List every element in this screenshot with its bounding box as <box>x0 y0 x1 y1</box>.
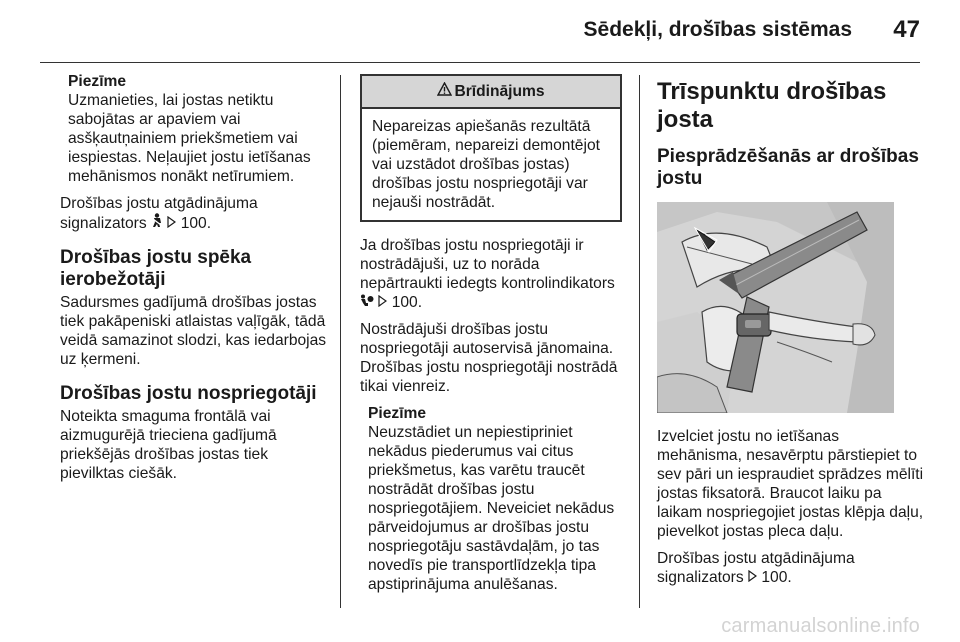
section-title: Sēdekļi, drošības sistēmas <box>583 18 852 41</box>
reminder-paragraph <box>657 549 927 587</box>
instruction-text: Izvelciet jostu no ietīšanas mehānisma, nesavērptu pārstiepiet to sev pāri un iespraudiet sprādzes mēlīti jostas fiksatorā. Braucot laiku pa laikam nospriegojiet jostas klēpja daļu, pievelkot jostas pleca daļu. <box>657 428 924 540</box>
note-text: Neuzstādiet un nepiestipriniet nekādus piederumus vai citus priekšmetus, kas varētu traucēt nostrādāt drošības jostu nospriegotājiem. Neveiciet nekādus pārveidojumus ar drošības jostu nospriegotāju sastāvdaļām, jo tas novedīs pie transportlīdzekļa tipa apstiprinājuma anulēšanas. <box>368 424 615 593</box>
indicator-paragraph <box>360 236 622 312</box>
note-text: Uzmanieties, lai jostas netiktu sabojātas ar apaviem vai asšķautņainiem priekšmetiem vai iespiestas. Neļaujiet jostu ietīšanas mehānismos nonākt netīrumiem. <box>68 92 311 185</box>
pretensioner-heading: Drošības jostu nospriegotāji <box>60 383 317 404</box>
reference-arrow-icon <box>378 294 387 311</box>
airbag-indicator-icon <box>360 294 374 311</box>
watermark: carmanualsonline.info <box>721 615 920 637</box>
note-title: Piezīme <box>68 73 127 90</box>
note-block <box>368 404 622 594</box>
page-reference-link[interactable]: 100. <box>391 294 423 311</box>
warning-box <box>360 74 622 222</box>
reminder-paragraph <box>60 194 330 233</box>
note-block <box>68 72 330 186</box>
column-3 <box>657 76 927 595</box>
warning-triangle-icon <box>437 83 452 100</box>
column-1 <box>60 72 330 491</box>
sub-heading: Piesprādzēšanās ar drošības jostu <box>657 146 919 189</box>
header-rule <box>40 62 920 63</box>
page-reference-link[interactable]: 100. <box>761 569 792 586</box>
reference-arrow-icon <box>167 215 176 232</box>
seatbelt-illustration <box>657 202 894 413</box>
warning-text: Nepareizas apiešanās rezultātā (piemēram, nepareizi demontējot vai uzstādot drošības jostas) drošības jostu nospriegotāji var nejauši nostrādāt. <box>372 118 600 211</box>
note-title: Piezīme <box>368 405 427 422</box>
limiter-heading: Drošības jostu spēka ierobežotāji <box>60 247 252 290</box>
warning-header <box>362 76 620 109</box>
replacement-text: Nostrādājuši drošības jostu nospriegotāji autoservisā jānomaina. Drošības jostu nospriegotāji nostrādā tikai vienreiz. <box>360 321 618 395</box>
page-reference-link[interactable]: 100. <box>180 215 212 232</box>
warning-title: Brīdinājums <box>454 83 545 100</box>
indicator-text: Ja drošības jostu nospriegotāji ir nostrādājuši, uz to norāda nepārtraukti iedegts kontrolindikators <box>360 237 615 292</box>
reminder-text: Drošības jostu atgādinājuma signalizators <box>657 550 855 586</box>
limiter-text: Sadursmes gadījumā drošības jostas tiek pakāpeniski atlaistas vaļīgāk, tādā veidā samazinot slodzi, kas iedarbojas uz ķermeni. <box>60 294 327 368</box>
column-2 <box>360 72 622 602</box>
seatbelt-warning-icon <box>151 215 163 232</box>
column-divider-2 <box>639 75 640 608</box>
main-heading: Trīspunktu drošības josta <box>657 78 887 133</box>
pretensioner-text: Noteikta smaguma frontālā vai aizmugurējā trieciena gadījumā priekšējās drošības jostas tiek pievilktas ciešāk. <box>60 408 277 482</box>
page-number: 47 <box>893 16 920 43</box>
reference-arrow-icon <box>748 569 757 586</box>
reminder-text: Drošības jostu atgādinājuma signalizators <box>60 195 258 232</box>
column-divider-1 <box>340 75 341 608</box>
